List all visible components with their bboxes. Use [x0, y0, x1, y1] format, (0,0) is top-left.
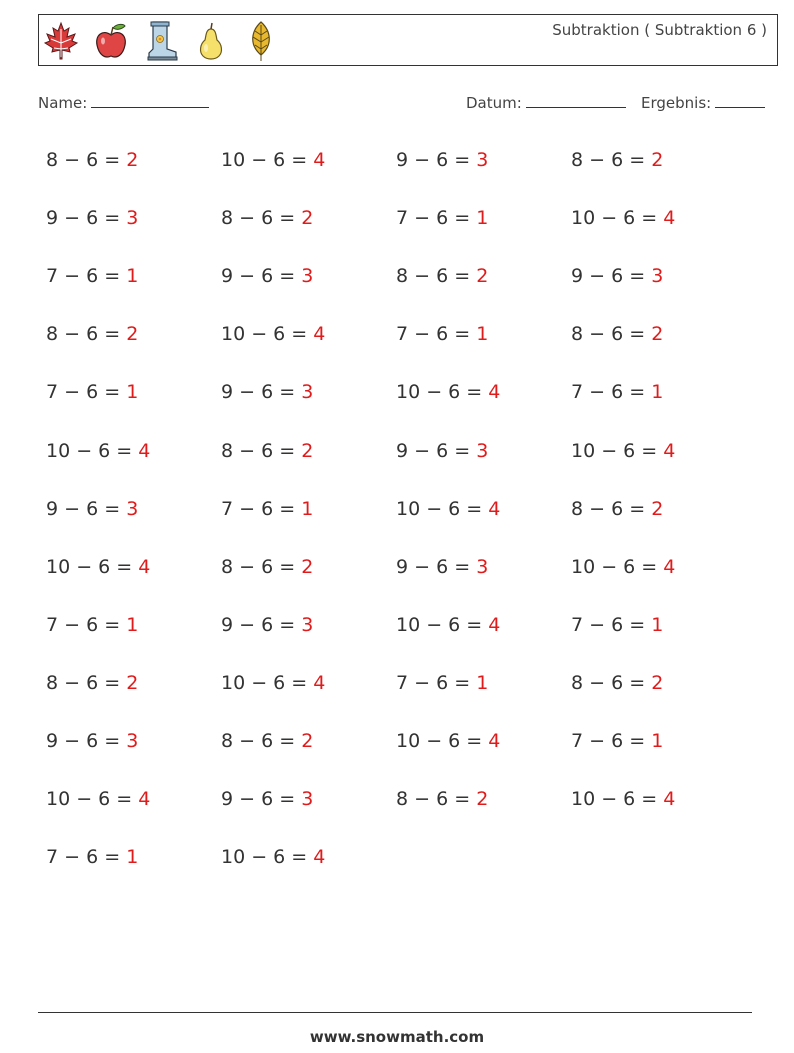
- problem-item: [46, 845, 138, 869]
- problem-question: 7 − 6 =: [221, 498, 296, 520]
- problem-answer: 4: [488, 498, 501, 520]
- problem-answer: 2: [126, 149, 139, 171]
- problem-answer: 3: [476, 149, 489, 171]
- problem-answer: 3: [126, 207, 139, 229]
- name-line[interactable]: [91, 93, 209, 108]
- problem-question: 10 − 6 =: [46, 440, 133, 462]
- problem-question: 8 − 6 =: [571, 672, 646, 694]
- problem-item: [396, 380, 500, 404]
- problem-question: 10 − 6 =: [46, 556, 133, 578]
- problem-item: [571, 148, 663, 172]
- problem-item: [221, 439, 313, 463]
- worksheet-header: [38, 14, 778, 66]
- problem-question: 10 − 6 =: [46, 788, 133, 810]
- problem-item: [571, 497, 663, 521]
- problem-answer: 4: [488, 614, 501, 636]
- name-label: Name:: [38, 94, 88, 112]
- problem-item: [396, 729, 500, 753]
- problem-answer: 4: [313, 323, 326, 345]
- problem-question: 7 − 6 =: [396, 207, 471, 229]
- problem-question: 8 − 6 =: [221, 556, 296, 578]
- problem-answer: 2: [126, 323, 139, 345]
- problem-item: [46, 264, 138, 288]
- problem-answer: 2: [476, 265, 489, 287]
- problem-question: 7 − 6 =: [46, 614, 121, 636]
- problem-answer: 3: [301, 614, 314, 636]
- problem-item: [396, 322, 488, 346]
- problem-answer: 3: [301, 381, 314, 403]
- result-label: Ergebnis:: [641, 94, 712, 112]
- problem-item: [571, 264, 663, 288]
- footer-divider: [38, 1012, 752, 1013]
- problem-item: [221, 264, 313, 288]
- problem-answer: 1: [651, 381, 664, 403]
- problem-item: [221, 206, 313, 230]
- problem-question: 8 − 6 =: [46, 323, 121, 345]
- problem-question: 10 − 6 =: [396, 381, 483, 403]
- problem-question: 9 − 6 =: [396, 149, 471, 171]
- problem-item: [571, 380, 663, 404]
- problem-answer: 1: [651, 730, 664, 752]
- pear-icon: [193, 19, 229, 63]
- problem-question: 10 − 6 =: [571, 556, 658, 578]
- problem-item: [571, 322, 663, 346]
- problem-question: 7 − 6 =: [396, 323, 471, 345]
- problem-question: 8 − 6 =: [571, 498, 646, 520]
- problem-question: 10 − 6 =: [221, 672, 308, 694]
- problem-answer: 4: [313, 149, 326, 171]
- problem-answer: 4: [138, 556, 151, 578]
- problem-answer: 4: [313, 672, 326, 694]
- problem-question: 10 − 6 =: [221, 149, 308, 171]
- problem-answer: 1: [126, 846, 139, 868]
- problem-item: [571, 439, 675, 463]
- problem-item: [221, 380, 313, 404]
- problem-answer: 2: [651, 323, 664, 345]
- problem-item: [396, 555, 488, 579]
- problem-question: 7 − 6 =: [46, 381, 121, 403]
- worksheet-fields: [0, 93, 794, 117]
- problem-item: [396, 148, 488, 172]
- problem-question: 10 − 6 =: [221, 323, 308, 345]
- problem-answer: 4: [663, 207, 676, 229]
- problem-item: [221, 555, 313, 579]
- problem-item: [396, 264, 488, 288]
- problem-item: [571, 555, 675, 579]
- problem-answer: 2: [301, 730, 314, 752]
- problem-question: 9 − 6 =: [221, 265, 296, 287]
- result-field[interactable]: [641, 93, 765, 112]
- problem-answer: 1: [126, 614, 139, 636]
- problem-item: [571, 787, 675, 811]
- problem-question: 9 − 6 =: [46, 207, 121, 229]
- problem-question: 8 − 6 =: [221, 440, 296, 462]
- problem-question: 8 − 6 =: [396, 788, 471, 810]
- header-icons: [43, 19, 293, 63]
- maple-leaf-icon: [43, 19, 79, 63]
- problem-answer: 4: [663, 788, 676, 810]
- problem-item: [46, 729, 138, 753]
- problem-answer: 2: [651, 672, 664, 694]
- problem-answer: 3: [476, 440, 489, 462]
- problem-item: [221, 322, 325, 346]
- problem-item: [46, 148, 138, 172]
- problem-item: [46, 787, 150, 811]
- problem-question: 10 − 6 =: [396, 730, 483, 752]
- problem-answer: 4: [138, 440, 151, 462]
- problem-item: [396, 671, 488, 695]
- problem-question: 9 − 6 =: [46, 498, 121, 520]
- problem-item: [46, 380, 138, 404]
- problem-item: [221, 613, 313, 637]
- problem-item: [571, 671, 663, 695]
- problem-item: [396, 439, 488, 463]
- problem-question: 9 − 6 =: [221, 788, 296, 810]
- problem-answer: 1: [126, 381, 139, 403]
- problem-question: 10 − 6 =: [396, 614, 483, 636]
- problem-item: [46, 555, 150, 579]
- rain-boot-icon: [143, 19, 179, 63]
- problem-question: 7 − 6 =: [571, 381, 646, 403]
- problem-answer: 3: [651, 265, 664, 287]
- problem-question: 9 − 6 =: [46, 730, 121, 752]
- problem-answer: 4: [138, 788, 151, 810]
- problem-item: [221, 497, 313, 521]
- problem-item: [221, 729, 313, 753]
- problem-question: 8 − 6 =: [571, 149, 646, 171]
- problem-answer: 3: [476, 556, 489, 578]
- problem-answer: 2: [126, 672, 139, 694]
- problem-item: [221, 148, 325, 172]
- problem-question: 7 − 6 =: [46, 265, 121, 287]
- problem-answer: 2: [301, 207, 314, 229]
- leaf-icon: [243, 19, 279, 63]
- problem-question: 9 − 6 =: [396, 556, 471, 578]
- problem-answer: 4: [488, 730, 501, 752]
- name-field[interactable]: [38, 93, 209, 112]
- problem-question: 8 − 6 =: [221, 207, 296, 229]
- problem-answer: 4: [663, 440, 676, 462]
- problem-answer: 1: [476, 672, 489, 694]
- problem-answer: 4: [313, 846, 326, 868]
- problem-question: 7 − 6 =: [396, 672, 471, 694]
- problem-question: 10 − 6 =: [221, 846, 308, 868]
- problem-question: 7 − 6 =: [571, 730, 646, 752]
- problem-answer: 1: [476, 207, 489, 229]
- problem-question: 8 − 6 =: [46, 149, 121, 171]
- problem-item: [46, 671, 138, 695]
- problem-answer: 1: [651, 614, 664, 636]
- problem-item: [46, 497, 138, 521]
- problem-item: [571, 613, 663, 637]
- problem-question: 7 − 6 =: [46, 846, 121, 868]
- footer-website: www.snowmath.com: [309, 1028, 485, 1046]
- problem-item: [46, 613, 138, 637]
- result-line[interactable]: [715, 93, 765, 108]
- problem-item: [46, 439, 150, 463]
- problem-item: [396, 206, 488, 230]
- problem-question: 10 − 6 =: [396, 498, 483, 520]
- problem-answer: 2: [651, 498, 664, 520]
- problem-answer: 3: [301, 788, 314, 810]
- problem-item: [46, 206, 138, 230]
- problem-question: 9 − 6 =: [221, 381, 296, 403]
- problem-item: [396, 497, 500, 521]
- problem-answer: 1: [476, 323, 489, 345]
- worksheet-title: Subtraktion ( Subtraktion 6 ): [552, 21, 767, 39]
- apple-icon: [93, 19, 129, 63]
- problem-answer: 2: [301, 440, 314, 462]
- date-label: Datum:: [466, 94, 522, 112]
- problem-answer: 3: [301, 265, 314, 287]
- problem-answer: 3: [126, 498, 139, 520]
- problem-question: 8 − 6 =: [571, 323, 646, 345]
- problem-question: 8 − 6 =: [46, 672, 121, 694]
- date-field[interactable]: [466, 93, 626, 112]
- problem-answer: 2: [301, 556, 314, 578]
- problem-item: [571, 206, 675, 230]
- problem-answer: 3: [126, 730, 139, 752]
- problem-question: 9 − 6 =: [571, 265, 646, 287]
- problem-item: [571, 729, 663, 753]
- problem-item: [396, 787, 488, 811]
- problem-question: 10 − 6 =: [571, 440, 658, 462]
- date-line[interactable]: [526, 93, 626, 108]
- problem-item: [46, 322, 138, 346]
- problem-question: 8 − 6 =: [221, 730, 296, 752]
- problem-answer: 1: [301, 498, 314, 520]
- problem-question: 9 − 6 =: [221, 614, 296, 636]
- problem-item: [221, 787, 313, 811]
- problem-item: [221, 845, 325, 869]
- problem-answer: 1: [126, 265, 139, 287]
- problem-question: 9 − 6 =: [396, 440, 471, 462]
- problem-question: 10 − 6 =: [571, 207, 658, 229]
- problem-answer: 4: [663, 556, 676, 578]
- problem-item: [396, 613, 500, 637]
- problem-question: 7 − 6 =: [571, 614, 646, 636]
- problem-question: 10 − 6 =: [571, 788, 658, 810]
- problem-answer: 2: [476, 788, 489, 810]
- problem-answer: 4: [488, 381, 501, 403]
- problem-item: [221, 671, 325, 695]
- problem-answer: 2: [651, 149, 664, 171]
- problem-question: 8 − 6 =: [396, 265, 471, 287]
